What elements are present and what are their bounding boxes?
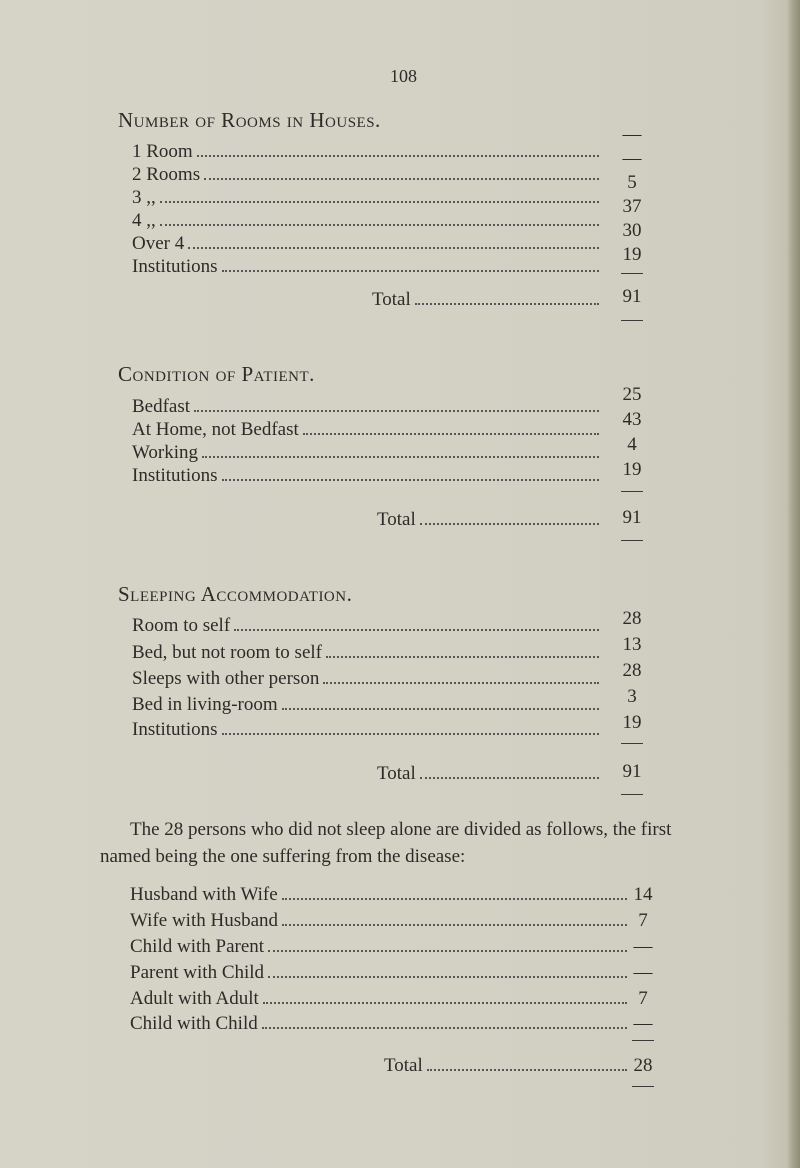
- paragraph-line-1: The 28 persons who did not sleep alone are divided as follows, the first: [130, 819, 672, 840]
- row-label: Husband with Wife: [130, 884, 278, 905]
- row-label: Child with Child: [130, 1013, 258, 1034]
- condition-row: [132, 419, 599, 443]
- sleeping-row: [132, 615, 599, 639]
- dot-leader: [188, 247, 599, 249]
- condition-heading: Condition of Patient.: [118, 362, 315, 386]
- divided-row: [130, 910, 627, 934]
- total-value: 28: [633, 1055, 653, 1076]
- dot-leader: [263, 1002, 627, 1004]
- row-value: —: [633, 962, 653, 983]
- dot-leader: [323, 682, 599, 684]
- dot-leader: [222, 733, 599, 735]
- total-value: 91: [622, 286, 642, 307]
- dot-leader: [268, 976, 627, 978]
- row-label: Institutions: [132, 719, 218, 740]
- row-value: 19: [622, 459, 642, 480]
- dot-leader: [222, 270, 599, 272]
- rooms-row: [132, 164, 599, 188]
- total-rule: [621, 320, 643, 321]
- condition-row: [132, 396, 599, 420]
- row-label: 4 ,,: [132, 210, 156, 231]
- row-label: Parent with Child: [130, 962, 265, 983]
- sleeping-row: [132, 719, 599, 743]
- row-value: —: [633, 936, 653, 957]
- row-value: 28: [622, 608, 642, 629]
- total-value: 91: [622, 761, 642, 782]
- row-label: Adult with Adult: [130, 988, 259, 1009]
- condition-row: [132, 442, 599, 466]
- sum-rule: [621, 273, 643, 274]
- rooms-row: [132, 187, 599, 211]
- row-label: 1 Room: [132, 141, 193, 162]
- row-value: 5: [627, 172, 637, 193]
- divided-row: [130, 884, 627, 908]
- row-label: Institutions: [132, 465, 218, 486]
- row-value: —: [622, 148, 642, 169]
- paragraph-line-2: named being the one suffering from the disease:: [100, 846, 466, 867]
- total-rule: [621, 540, 643, 541]
- rooms-row: [132, 210, 599, 234]
- row-label: Bed in living-room: [132, 694, 278, 715]
- condition-total-row: [377, 509, 599, 533]
- divided-row: [130, 1013, 627, 1037]
- dot-leader: [262, 1027, 627, 1029]
- page-number: 108: [390, 66, 417, 86]
- row-value: 4: [627, 434, 637, 455]
- sleeping-total-row: [377, 763, 599, 787]
- divided-row: [130, 962, 627, 986]
- row-label: 3 ,,: [132, 187, 156, 208]
- divided-row: [130, 988, 627, 1012]
- total-value: 91: [622, 507, 642, 528]
- divided-total-row: [384, 1055, 627, 1079]
- row-label: Bed, but not room to self: [132, 642, 322, 663]
- row-value: 30: [622, 220, 642, 241]
- row-label: At Home, not Bedfast: [132, 419, 299, 440]
- divided-row: [130, 936, 627, 960]
- sleeping-row: [132, 694, 599, 718]
- sum-rule: [632, 1040, 654, 1041]
- dot-leader: [222, 479, 599, 481]
- total-label: Total: [372, 289, 411, 310]
- dot-leader: [282, 924, 627, 926]
- dot-leader: [427, 1069, 627, 1071]
- dot-leader: [415, 303, 599, 305]
- rooms-row: [132, 233, 599, 257]
- row-value: 25: [622, 384, 642, 405]
- dot-leader: [282, 898, 627, 900]
- row-label: Institutions: [132, 256, 218, 277]
- dot-leader: [160, 224, 599, 226]
- total-label: Total: [377, 763, 416, 784]
- sum-rule: [621, 743, 643, 744]
- dot-leader: [197, 155, 599, 157]
- row-label: Room to self: [132, 615, 231, 636]
- sleeping-row: [132, 642, 599, 666]
- row-value: —: [622, 124, 642, 145]
- row-value: 37: [622, 196, 642, 217]
- row-value: 43: [622, 409, 642, 430]
- dot-leader: [420, 523, 599, 525]
- sleeping-row: [132, 668, 599, 692]
- row-value: 28: [622, 660, 642, 681]
- rooms-heading: Number of Rooms in Houses.: [118, 108, 381, 132]
- total-rule: [632, 1086, 654, 1087]
- row-value: 7: [638, 988, 648, 1009]
- rooms-row: [132, 141, 599, 165]
- row-label: Bedfast: [132, 396, 191, 417]
- page-edge: [786, 0, 800, 1168]
- condition-row: [132, 465, 599, 489]
- row-value: 3: [627, 686, 637, 707]
- row-label: 2 Rooms: [132, 164, 201, 185]
- dot-leader: [303, 433, 599, 435]
- row-value: 19: [622, 244, 642, 265]
- row-label: Working: [132, 442, 199, 463]
- dot-leader: [234, 629, 599, 631]
- row-value: 7: [638, 910, 648, 931]
- dot-leader: [160, 201, 599, 203]
- dot-leader: [268, 950, 627, 952]
- row-value: 13: [622, 634, 642, 655]
- total-label: Total: [377, 509, 416, 530]
- dot-leader: [420, 777, 599, 779]
- row-value: —: [633, 1013, 653, 1034]
- row-value: 19: [622, 712, 642, 733]
- row-label: Wife with Husband: [130, 910, 279, 931]
- sum-rule: [621, 491, 643, 492]
- dot-leader: [326, 656, 599, 658]
- row-label: Over 4: [132, 233, 185, 254]
- dot-leader: [194, 410, 599, 412]
- total-label: Total: [384, 1055, 423, 1076]
- rooms-total-row: [372, 289, 599, 313]
- row-value: 14: [633, 884, 653, 905]
- dot-leader: [204, 178, 599, 180]
- sleeping-heading: Sleeping Accommodation.: [118, 582, 353, 606]
- row-label: Sleeps with other person: [132, 668, 320, 689]
- dot-leader: [202, 456, 599, 458]
- rooms-row: [132, 256, 599, 280]
- total-rule: [621, 794, 643, 795]
- dot-leader: [282, 708, 599, 710]
- row-label: Child with Parent: [130, 936, 265, 957]
